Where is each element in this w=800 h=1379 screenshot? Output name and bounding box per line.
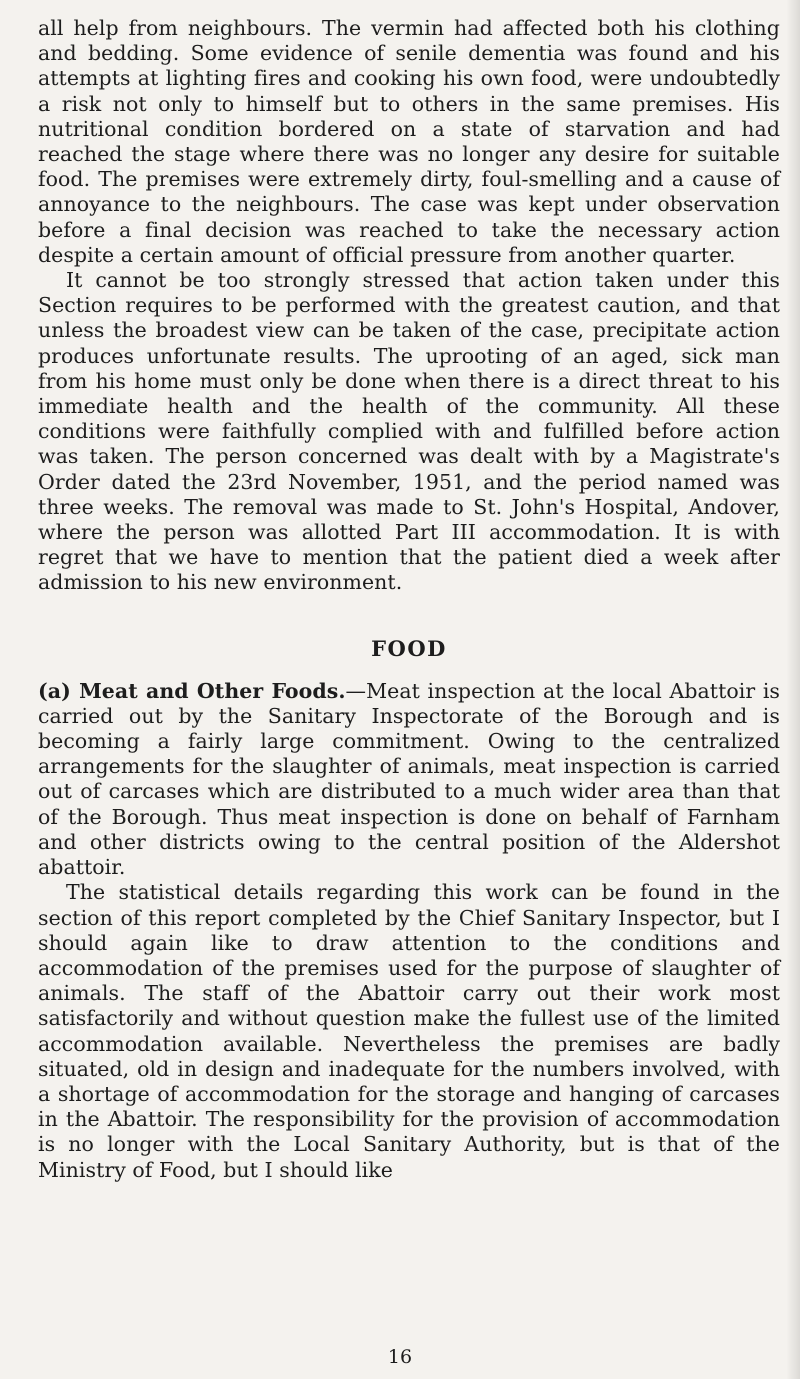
paragraph-statistical-details: The statistical details regarding this work can be found in the section of this report completed by the Chief Sanitary Inspector, but I should again like to draw attention to the conditions and accommodation of the premises used for the purpose of slaughter of animals. The staff of the Abattoir carry out their work most satisfactorily and without question make the fullest use of the limited accommodation available. Nevertheless the premises are badly situated, old in design and inadequate for the numbers involved, with a shortage of accommodation for the storage and hanging of carcases in the Abattoir. The responsibility for the provision of accommodation is no longer with the Local Sanitary Authority, but is that of the Ministry of Food, but I should like <box>38 880 780 1182</box>
paragraph-caution: It cannot be too strongly stressed that action taken under this Section requires to be performed with the greatest caution, and that unless the broadest view can be taken of the case, precipitate action produces unfortunate results. The uprooting of an aged, sick man from his home must only be done when there is a direct threat to his immediate health and the health of the community. All these conditions were faithfully complied with and fulfilled before action was taken. The person concerned was dealt with by a Magistrate's Order dated the 23rd November, 1951, and the period named was three weeks. The removal was made to St. John's Hospital, Andover, where the person was allotted Part III accommodation. It is with regret that we have to mention that the patient died a week after admission to his new environment. <box>38 268 780 595</box>
page-number: 16 <box>387 1346 413 1368</box>
document-page <box>38 16 780 1183</box>
meat-text-1: —Meat inspection at the local Abattoir is carried out by the Sanitary Inspectorate of the Borough and is becoming a fairly large commitment. Owing to the centralized arrangements for the slaughter of animals, meat inspection is carried out of carcases which are distributed to a much wider area than that of the Borough. Thus meat inspection is done on behalf of Farnham and other districts owing to the central position of the Aldershot abattoir. <box>38 678 780 880</box>
section-heading-food: FOOD <box>371 635 447 661</box>
paragraph-meat-inspection <box>38 679 780 881</box>
sub-heading-meat: (a) Meat and Other Foods. <box>38 678 346 703</box>
page-edge-shadow <box>786 0 800 1379</box>
paragraph-vermin-case: all help from neighbours. The vermin had affected both his clothing and bedding. Some evidence of senile dementia was found and his attempts at lighting fires and cooking his own food, were undoubtedly a risk not only to himself but to others in the same premises. His nutritional condition bordered on a state of starvation and had reached the stage where there was no longer any desire for suitable food. The premises were extremely dirty, foul-smelling and a cause of annoyance to the neighbours. The case was kept under observation before a final decision was reached to take the necessary action despite a certain amount of official pressure from another quarter. <box>38 16 780 267</box>
